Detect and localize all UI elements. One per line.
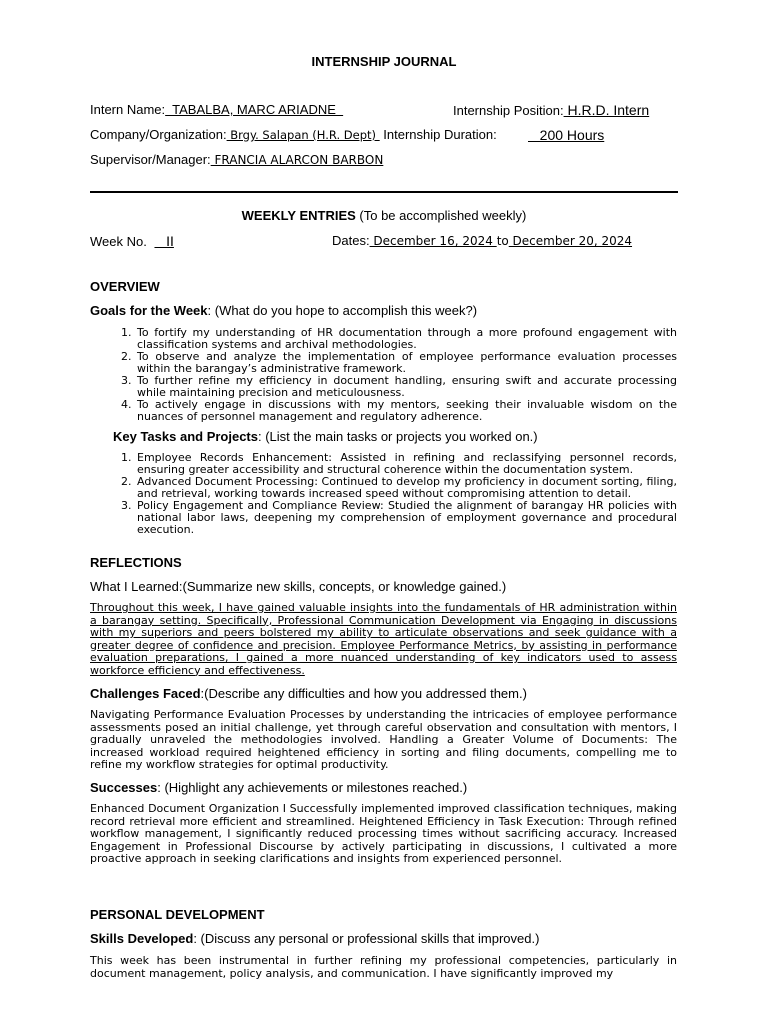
list-item: 1. Employee Records Enhancement: Assisted in refining and reclassifying personnel records, ensuring greater accessibility and structural coherence within the documentation system.	[135, 452, 677, 476]
company-value: Brgy. Salapan (H.R. Dept)	[226, 128, 380, 142]
personal-development-heading: PERSONAL DEVELOPMENT	[90, 907, 265, 922]
internship-position-value: H.R.D. Intern	[563, 102, 650, 118]
list-item: 1. To fortify my understanding of HR documentation through a more profound engagement with classification systems and archival methodologies.	[135, 327, 677, 351]
challenges-text: Navigating Performance Evaluation Processes by understanding the intricacies of employee performance assessments posed an initial challenge, yet through careful observation and consultation with mentors, I gradually unraveled the methodologies involved. Handling a Greater Volume of Documents: The increased workload required heightened efficiency in sorting and filing documents, compelling me to refine my workflow strategies for optimal productivity.	[90, 708, 677, 771]
key-tasks-label: Key Tasks and Projects	[113, 429, 258, 444]
weekly-entries-heading	[0, 208, 768, 223]
internship-duration-row	[528, 127, 604, 143]
list-item: 4. To actively engage in discussions with my mentors, seeking their invaluable wisdom on the nuances of personnel management and regulatory adherence.	[135, 399, 677, 423]
week-number-row	[90, 233, 174, 249]
dates-row	[332, 233, 632, 248]
successes-note: : (Highlight any achievements or milestones reached.)	[157, 780, 468, 795]
key-tasks-note: : (List the main tasks or projects you worked on.)	[258, 429, 538, 444]
goals-list	[90, 327, 677, 423]
skills-developed-text: This week has been instrumental in further refining my professional competencies, particularly in document management, policy analysis, and communication. I have significantly improved my	[90, 954, 677, 980]
key-tasks-heading	[113, 429, 538, 444]
supervisor-row	[90, 152, 383, 167]
list-item: 3. Policy Engagement and Compliance Review: Studied the alignment of barangay HR policies with national labor laws, deepening my comprehension of employment governance and procedural execution.	[135, 500, 677, 536]
list-item: 3. To further refine my efficiency in document handling, ensuring swift and accurate processing while maintaining precision and meticulousness.	[135, 375, 677, 399]
goals-label: Goals for the Week	[90, 303, 208, 318]
section-divider	[90, 191, 678, 193]
challenges-label: Challenges Faced	[90, 686, 201, 701]
skills-developed-note: : (Discuss any personal or professional skills that improved.)	[193, 931, 540, 946]
challenges-heading	[90, 686, 527, 701]
goals-note: : (What do you hope to accomplish this week?)	[207, 303, 478, 318]
challenges-note: :(Describe any difficulties and how you addressed them.)	[200, 686, 527, 701]
internship-duration-label: Internship Duration:	[379, 127, 497, 142]
reflections-heading: REFLECTIONS	[90, 555, 182, 570]
successes-label: Successes	[90, 780, 158, 795]
successes-text: Enhanced Document Organization I Successfully implemented improved classification techniques, making record retrieval more efficient and streamlined. Heightened Efficiency in Task Execution: Through refined workflow management, I significantly reduced processing times without sacrificing accuracy. Increased Engagement in Professional Discourse by actively participating in discussions, I cultivated a more proactive approach in seeking clarifications and insights from experienced personnel.	[90, 802, 677, 865]
weekly-entries-note: (To be accomplished weekly)	[355, 208, 527, 223]
overview-heading: OVERVIEW	[90, 279, 160, 294]
list-item: 2. Advanced Document Processing: Continued to develop my proficiency in document sorting, filing, and retrieval, working towards increased speed without compromising attention to detail.	[135, 476, 677, 500]
skills-developed-label: Skills Developed	[90, 931, 194, 946]
list-item: 2. To observe and analyze the implementation of employee performance evaluation processes within the barangay’s administrative framework.	[135, 351, 677, 375]
key-tasks-list	[90, 452, 677, 536]
weekly-entries-title: WEEKLY ENTRIES	[241, 208, 356, 223]
goals-heading	[90, 303, 477, 318]
week-number-label: Week No.	[90, 234, 147, 249]
intern-name-row	[90, 102, 343, 117]
company-row	[90, 127, 497, 142]
skills-developed-heading	[90, 931, 539, 946]
internship-position-row	[453, 102, 649, 118]
what-i-learned-label: What I Learned:(Summarize new skills, concepts, or knowledge gained.)	[90, 579, 507, 594]
internship-position-label: Internship Position:	[453, 103, 564, 118]
dates-label: Dates:	[332, 233, 370, 248]
intern-name-value: TABALBA, MARC ARIADNE	[165, 102, 344, 117]
dates-to-label: to	[496, 234, 509, 248]
what-i-learned-text: Throughout this week, I have gained valuable insights into the fundamentals of HR administration within a barangay setting. Specifically, Professional Communication Development via Engaging in discussions with my superiors and peers bolstered my ability to articulate observations and seek guidance with a greater degree of confidence and precision. Employee Performance Metrics, by assisting in performance evaluation preparations, I gained a more nuanced understanding of key indicators used to assess workforce efficiency and effectiveness.	[90, 601, 677, 677]
company-label: Company/Organization:	[90, 127, 227, 142]
page-title: INTERNSHIP JOURNAL	[311, 54, 457, 69]
supervisor-value: FRANCIA ALARCON BARBON	[210, 153, 384, 167]
date-from: December 16, 2024	[369, 234, 497, 248]
week-number-value: II	[154, 233, 174, 249]
supervisor-label: Supervisor/Manager:	[90, 152, 211, 167]
successes-heading	[90, 780, 467, 795]
intern-name-label: Intern Name:	[90, 102, 166, 117]
internship-duration-value: 200 Hours	[528, 127, 605, 143]
date-to: December 20, 2024	[508, 234, 633, 248]
